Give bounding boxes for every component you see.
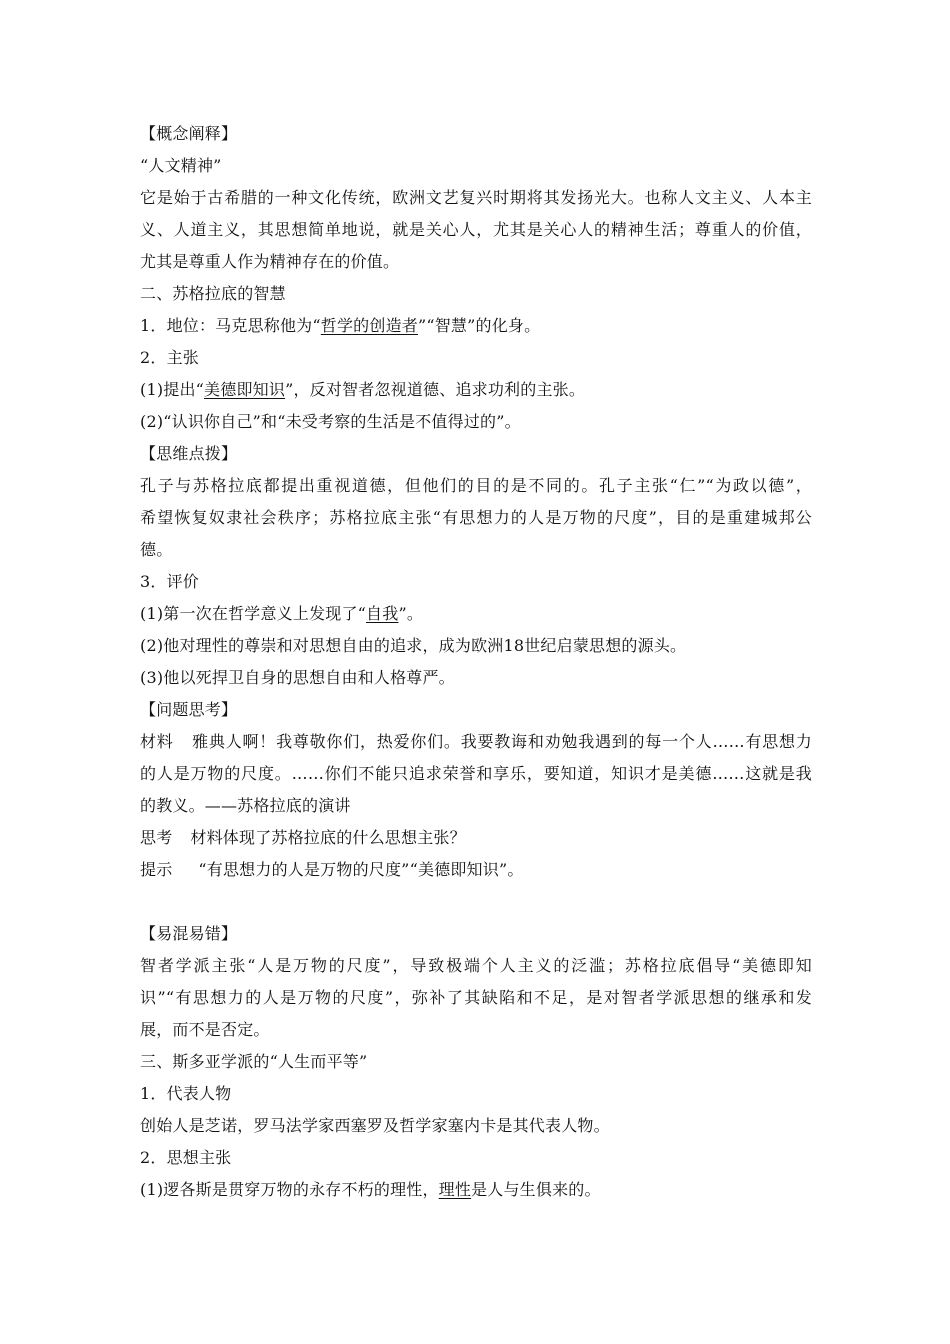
thinking-line: 德。 — [140, 540, 173, 559]
think-label: 思考 — [140, 828, 173, 847]
representatives-text: 创始人是芝诺，罗马法学家西塞罗及哲学家塞内卡是其代表人物。 — [140, 1116, 610, 1135]
evaluation-1 — [140, 604, 812, 624]
thinking-line: 孔子与苏格拉底都提出重视道德，但他们的目的是不同的。孔子主张“仁”“为政以德”， — [140, 476, 812, 495]
confuse-heading: 【易混易错】 — [140, 924, 238, 943]
confuse-line: 智者学派主张“人是万物的尺度”，导致极端个人主义的泛滥；苏格拉底倡导“美德即知 — [140, 956, 812, 975]
evaluation-3: (3)他以死捍卫自身的思想自由和人格尊严。 — [140, 668, 455, 687]
material-line: 的教义。——苏格拉底的演讲 — [140, 796, 351, 815]
idea-1-post: 是人与生俱来的。 — [471, 1180, 601, 1199]
confuse-line: 展，而不是否定。 — [140, 1020, 270, 1039]
thinking-line: 希望恢复奴隶社会秩序；苏格拉底主张“有思想力的人是万物的尺度”，目的是重建城邦公 — [140, 508, 812, 527]
material-line: 的人是万物的尺度。……你们不能只追求荣誉和享乐，要知道，知识才是美德……这就是我 — [140, 764, 812, 783]
think-text: 材料体现了苏格拉底的什么思想主张？ — [190, 828, 466, 847]
confuse-line: 识”“有思想力的人是万物的尺度”，弥补了其缺陷和不足，是对智者学派思想的继承和发 — [140, 988, 812, 1007]
underlined-answer: 自我 — [366, 604, 399, 623]
question-heading: 【问题思考】 — [140, 700, 238, 719]
concept-heading: 【概念阐释】 — [140, 124, 238, 143]
thinking-heading: 【思维点拨】 — [140, 444, 238, 463]
underlined-answer: 理性 — [438, 1180, 472, 1199]
concept-line: 尤其是尊重人作为精神存在的价值。 — [140, 252, 400, 271]
underlined-answer: 哲学的创造者 — [320, 316, 418, 335]
idea-1 — [140, 1180, 812, 1200]
claims-label: 2．主张 — [140, 348, 199, 367]
claim-2: (2)“认识你自己”和“未受考察的生活是不值得过的”。 — [140, 412, 521, 431]
status-item — [140, 316, 812, 336]
section-2-title: 二、苏格拉底的智慧 — [140, 284, 286, 303]
status-item-pre: 1．地位：马克思称他为“ — [140, 316, 321, 335]
ideas-label: 2．思想主张 — [140, 1148, 232, 1167]
status-item-post: ”“智慧”的化身。 — [417, 316, 541, 335]
hint-line — [140, 860, 812, 880]
material-label: 材料 — [140, 732, 174, 751]
concept-line: 它是始于古希腊的一种文化传统，欧洲文艺复兴时期将其发扬光大。也称人文主义、人本主 — [140, 188, 812, 207]
claim-1 — [140, 380, 812, 400]
evaluation-1-post: ”。 — [398, 604, 424, 623]
representatives-label: 1．代表人物 — [140, 1084, 232, 1103]
hint-label: 提示 — [140, 860, 173, 879]
evaluation-1-pre: (1)第一次在哲学意义上发现了“ — [140, 604, 367, 623]
material-line — [140, 732, 812, 752]
evaluation-label: 3．评价 — [140, 572, 199, 591]
idea-1-pre: (1)逻各斯是贯穿万物的永存不朽的理性， — [140, 1180, 439, 1199]
underlined-answer: 美德即知识 — [204, 380, 286, 399]
material-text: 雅典人啊！我尊敬你们，热爱你们。我要教诲和劝勉我遇到的每一个人……有思想力 — [191, 732, 812, 751]
section-3-title: 三、斯多亚学派的“人生而平等” — [140, 1052, 368, 1071]
think-line — [140, 828, 812, 848]
evaluation-2: (2)他对理性的尊崇和对思想自由的追求，成为欧洲18世纪启蒙思想的源头。 — [140, 636, 687, 655]
concept-term: “人文精神” — [140, 156, 222, 175]
hint-text: “有思想力的人是万物的尺度”“美德即知识”。 — [198, 860, 524, 879]
claim-1-post: ”，反对智者忽视道德、追求功利的主张。 — [285, 380, 586, 399]
concept-line: 义、人道主义，其思想简单地说，就是关心人，尤其是关心人的精神生活；尊重人的价值， — [140, 220, 812, 239]
claim-1-pre: (1)提出“ — [140, 380, 205, 399]
